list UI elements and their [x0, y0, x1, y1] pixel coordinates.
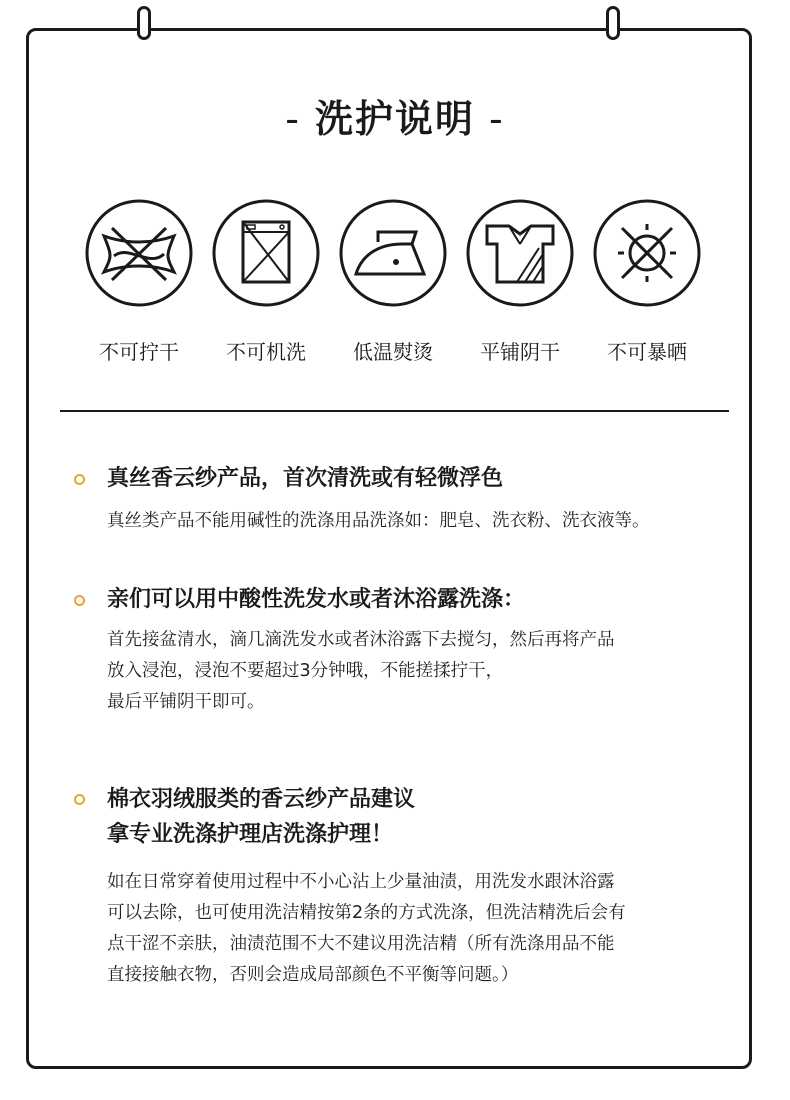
section-body: 真丝类产品不能用碱性的洗涤用品洗涤如：肥皂、洗衣粉、洗衣液等。	[107, 511, 650, 531]
title-dash-right: -	[489, 97, 505, 141]
section-body: 如在日常穿着使用过程中不小心沾上少量油渍，用洗发水跟沐浴露 可以去除，也可使用洗洁精按第2条的方式洗涤，但洗洁精洗后会有 点干涩不亲肤，油渍范围不大不建议用洗洁精（所有洗涤用品不能 直接接触衣物，否则会造成局部颜色不平衡等问题。）	[107, 872, 626, 985]
section-heading: 亲们可以用中酸性洗发水或者沐浴露洗涤：	[107, 587, 526, 612]
section-body: 首先接盆清水，滴几滴洗发水或者沐浴露下去搅匀，然后再将产品 放入浸泡，浸泡不要超过3分钟哦，不能搓揉拧干， 最后平铺阴干即可。	[107, 630, 615, 712]
care-label: 不可拧干	[99, 340, 179, 364]
care-section	[80, 462, 740, 537]
care-section	[80, 782, 740, 991]
care-section	[80, 583, 740, 718]
section-heading: 真丝香云纱产品，首次清洗或有轻微浮色	[107, 466, 504, 491]
hanger-ring-left	[137, 6, 151, 40]
section-heading: 棉衣羽绒服类的香云纱产品建议 拿专业洗涤护理店洗涤护理！	[107, 787, 416, 847]
title-dash-left: -	[285, 97, 301, 141]
divider	[60, 410, 729, 412]
page-title	[0, 88, 790, 143]
care-labels-row	[84, 336, 704, 366]
care-icons-row	[84, 198, 704, 308]
care-label: 低温熨烫	[353, 340, 433, 364]
bullet-icon	[74, 595, 85, 606]
care-label: 不可机洗	[226, 340, 306, 364]
no-machine-wash-icon	[211, 198, 321, 308]
care-label: 平铺阴干	[480, 340, 560, 364]
care-label: 不可暴晒	[607, 340, 687, 364]
bullet-icon	[74, 474, 85, 485]
no-wring-icon	[84, 198, 194, 308]
hanger-ring-right	[606, 6, 620, 40]
dry-flat-shade-icon	[465, 198, 575, 308]
bullet-icon	[74, 794, 85, 805]
no-sun-dry-icon	[592, 198, 702, 308]
title-text: 洗护说明	[314, 97, 475, 141]
low-temp-iron-icon	[338, 198, 448, 308]
